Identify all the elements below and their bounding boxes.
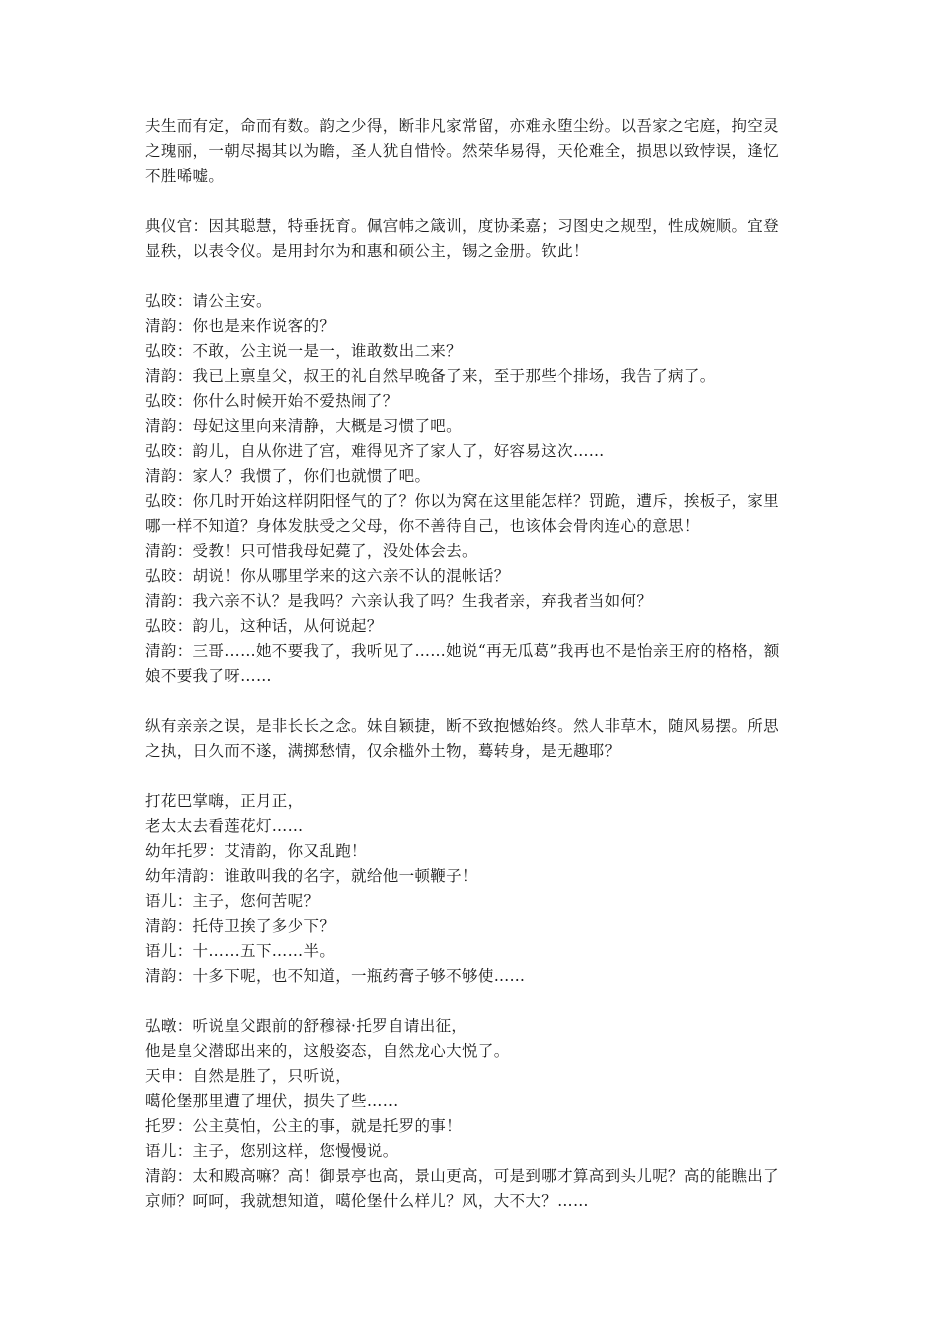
text-line: 语儿：主子，您何苦呢？ — [145, 892, 320, 910]
text-line: 之执，日久而不遂，满掷愁情，仅余槛外土物，蓦转身，是无趣耶？ — [145, 742, 621, 760]
text-line: 幼年清韵：谁敢叫我的名字，就给他一顿鞭子！ — [145, 867, 478, 885]
text-line: 弘暾：听说皇父跟前的舒穆禄·托罗自请出征， — [145, 1017, 468, 1035]
text-line: 托罗：公主莫怕，公主的事，就是托罗的事！ — [145, 1117, 463, 1135]
text-line: 清韵：我六亲不认？是我吗？六亲认我了吗？生我者亲，弃我者当如何？ — [145, 592, 653, 610]
text-line: 弘晈：请公主安。 — [145, 292, 272, 310]
text-line: 清韵：我已上禀皇父，叔王的礼自然早晚备了来，至于那些个排场，我告了病了。 — [145, 367, 716, 385]
document-body — [145, 114, 815, 1239]
text-line: 清韵：十多下呢，也不知道，一瓶药膏子够不够使…… — [145, 967, 526, 985]
text-line: 语儿：十……五下……半。 — [145, 942, 336, 960]
text-line: 噶伦堡那里遭了埋伏，损失了些…… — [145, 1092, 399, 1110]
text-line: 娘不要我了呀…… — [145, 667, 272, 685]
text-line: 清韵：三哥……她不要我了，我听见了……她说“再无瓜葛”我再也不是怡亲王府的格格，额 — [145, 642, 780, 660]
text-line: 典仪官：因其聪慧，特垂抚育。佩宫帏之箴训，度协柔嘉；习图史之规型，性成婉顺。宜登 — [145, 217, 780, 235]
paragraph — [145, 214, 815, 264]
text-line: 语儿：主子，您别这样，您慢慢说。 — [145, 1142, 399, 1160]
text-line: 不胜唏嘘。 — [145, 167, 225, 185]
text-line: 弘晈：不敢，公主说一是一，谁敢数出二来？ — [145, 342, 463, 360]
text-line: 之瑰丽，一朝尽揭其以为瞻，圣人犹自惜怜。然荣华易得，天伦难全，损思以致悖误，逢忆 — [145, 142, 780, 160]
text-line: 清韵：太和殿高嘛？高！御景亭也高，景山更高，可是到哪才算高到头儿呢？高的能瞧出了 — [145, 1167, 780, 1185]
text-line: 天申：自然是胜了，只听说， — [145, 1067, 352, 1085]
text-line: 清韵：你也是来作说客的？ — [145, 317, 336, 335]
text-line: 弘晈：胡说！你从哪里学来的这六亲不认的混帐话？ — [145, 567, 510, 585]
paragraph — [145, 114, 815, 189]
text-line: 夫生而有定，命而有数。韵之少得，断非凡家常留，亦难永堕尘纷。以吾家之宅庭，拘空灵 — [145, 117, 780, 135]
text-line: 清韵：托侍卫挨了多少下？ — [145, 917, 336, 935]
text-line: 京师？呵呵，我就想知道，噶伦堡什么样儿？风，大不大？…… — [145, 1192, 589, 1210]
text-line: 纵有亲亲之误，是非长长之念。妹自颖捷，断不致抱憾始终。然人非草木，随风易摆。所思 — [145, 717, 780, 735]
text-line: 清韵：家人？我惯了，你们也就惯了吧。 — [145, 467, 431, 485]
paragraph — [145, 714, 815, 764]
paragraph — [145, 789, 815, 989]
paragraph — [145, 1014, 815, 1214]
text-line: 弘晈：韵儿，这种话，从何说起？ — [145, 617, 383, 635]
text-line: 弘晈：你几时开始这样阴阳怪气的了？你以为窝在这里能怎样？罚跪，遭斥，挨板子，家里 — [145, 492, 780, 510]
text-line: 幼年托罗：艾清韵，你又乱跑！ — [145, 842, 367, 860]
text-line: 弘晈：韵儿，自从你进了宫，难得见齐了家人了，好容易这次…… — [145, 442, 605, 460]
text-line: 弘晈：你什么时候开始不爱热闹了？ — [145, 392, 399, 410]
text-line: 老太太去看莲花灯…… — [145, 817, 304, 835]
text-line: 显秩，以表令仪。是用封尔为和惠和硕公主，锡之金册。钦此！ — [145, 242, 589, 260]
text-line: 哪一样不知道？身体发肤受之父母，你不善待自己，也该体会骨肉连心的意思！ — [145, 517, 700, 535]
text-line: 打花巴掌嗨，正月正， — [145, 792, 304, 810]
text-line: 清韵：受教！只可惜我母妃薨了，没处体会去。 — [145, 542, 478, 560]
text-line: 清韵：母妃这里向来清静，大概是习惯了吧。 — [145, 417, 463, 435]
text-line: 他是皇父潜邸出来的，这般姿态，自然龙心大悦了。 — [145, 1042, 510, 1060]
paragraph — [145, 289, 815, 689]
